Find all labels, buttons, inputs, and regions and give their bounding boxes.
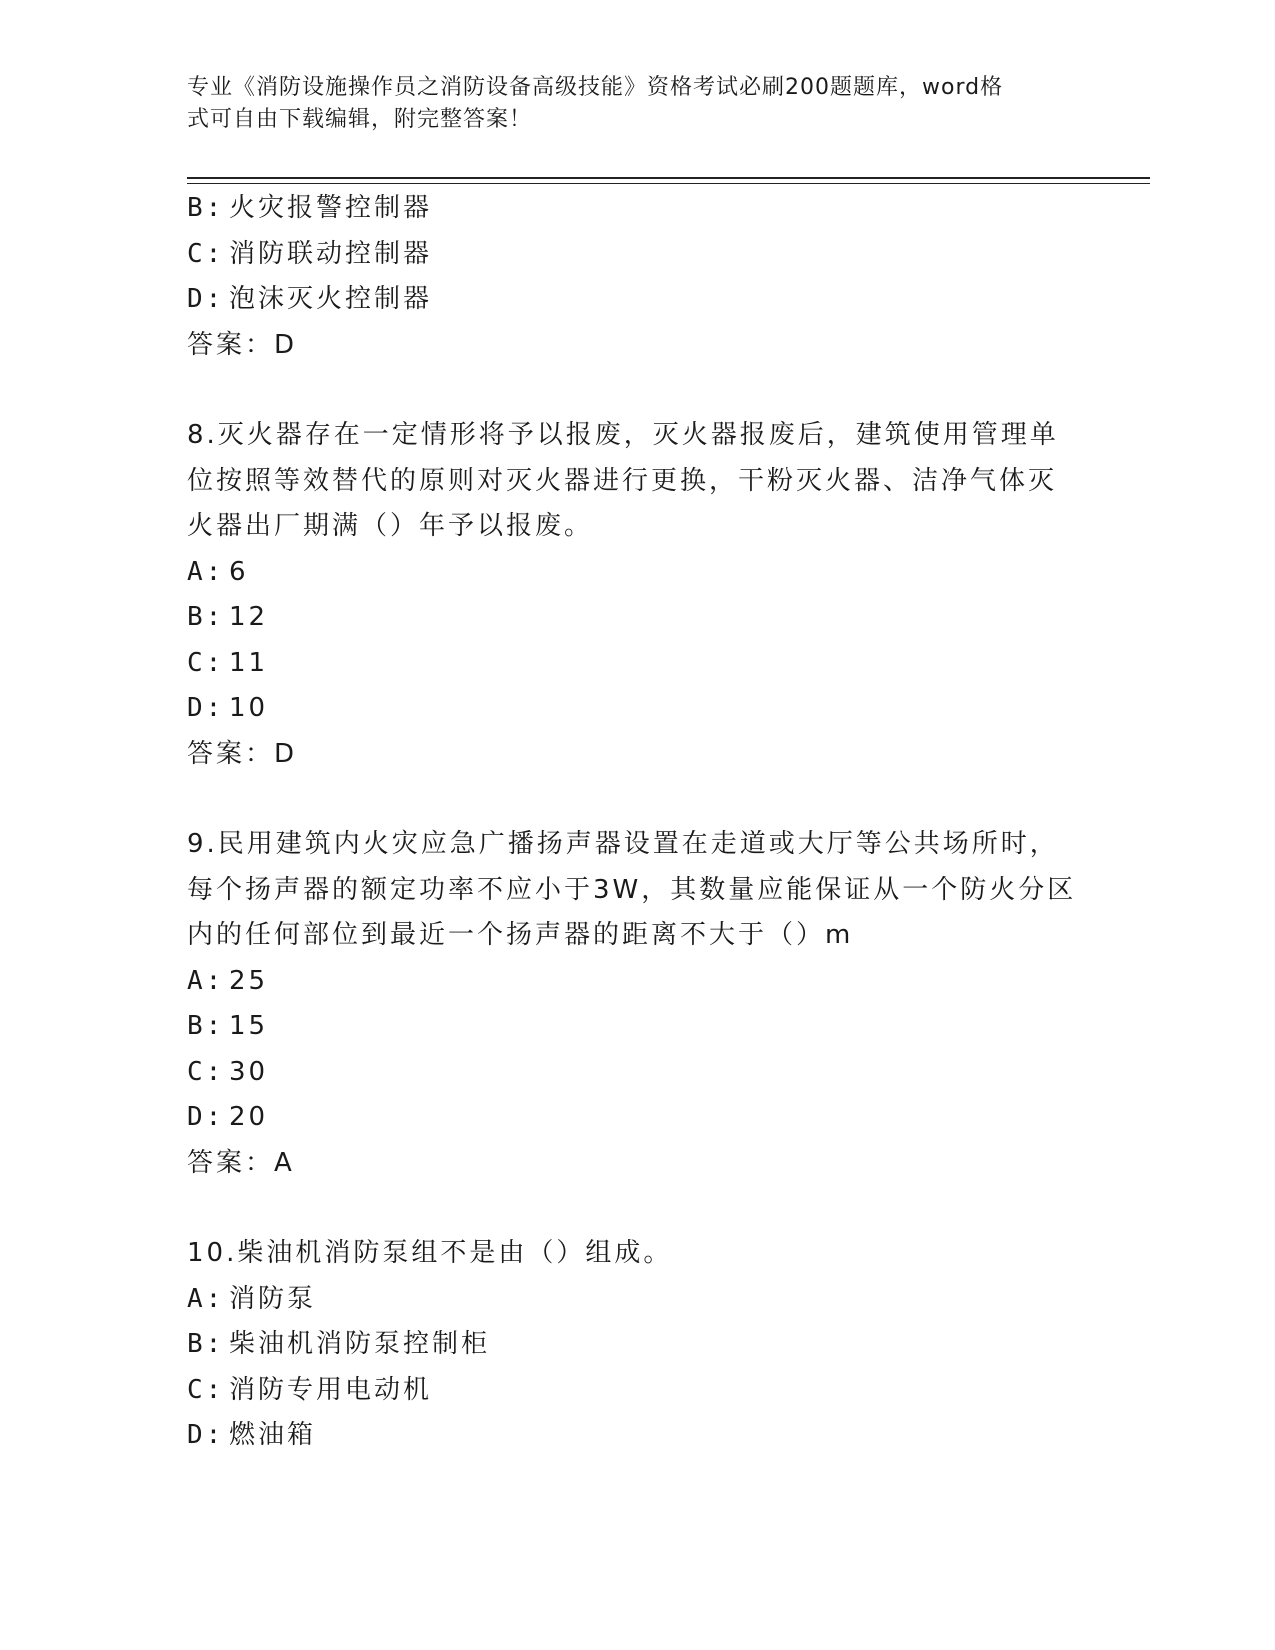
option-d: D: 燃油箱 — [187, 1420, 317, 1450]
option-a: A: 消防泵 — [187, 1283, 317, 1314]
option-c: C: 消防专用电动机 — [187, 1374, 433, 1405]
option-c: C: 消防联动控制器 — [187, 238, 433, 269]
answer: 答案：D — [187, 738, 298, 769]
question-text: 8.灭火器存在一定情形将予以报废，灭火器报废后，建筑使用管理单 位按照等效替代的原则对灭火器进行更换，干粉灭火器、洁净气体灭 火器出厂期满（）年予以报废。 — [187, 420, 1059, 541]
question-text: 10.柴油机消防泵组不是由（）组成。 — [187, 1238, 673, 1268]
question-fragment — [187, 186, 1087, 368]
option-a: A: 6 — [187, 556, 249, 587]
document-header — [187, 72, 1067, 136]
header-line-1: 专业《消防设施操作员之消防设备高级技能》资格考试必刷200题题库，word格 — [187, 75, 1004, 100]
option-b: B: 柴油机消防泵控制柜 — [187, 1329, 491, 1359]
document-body — [187, 186, 1087, 1459]
option-b: B: 火灾报警控制器 — [187, 193, 433, 223]
question-10 — [187, 1231, 1087, 1459]
option-a: A: 25 — [187, 965, 269, 996]
answer: 答案：A — [187, 1147, 295, 1178]
header-line-2: 式可自由下载编辑，附完整答案！ — [187, 107, 533, 132]
option-c: C: 30 — [187, 1056, 269, 1087]
option-c: C: 11 — [187, 647, 269, 678]
question-9 — [187, 822, 1087, 1186]
option-d: D: 10 — [187, 693, 269, 723]
header-rule-thick — [187, 177, 1150, 179]
answer: 答案：D — [187, 329, 298, 360]
option-d: D: 20 — [187, 1102, 269, 1132]
question-8 — [187, 413, 1087, 777]
option-d: D: 泡沫灭火控制器 — [187, 284, 433, 314]
option-b: B: 12 — [187, 602, 269, 632]
question-text: 9.民用建筑内火灾应急广播扬声器设置在走道或大厅等公共场所时， 每个扬声器的额定功率不应小于3W，其数量应能保证从一个防火分区 内的任何部位到最近一个扬声器的距离不大于（）m — [187, 829, 1077, 950]
header-rule-thin — [187, 183, 1150, 184]
option-b: B: 15 — [187, 1011, 269, 1041]
